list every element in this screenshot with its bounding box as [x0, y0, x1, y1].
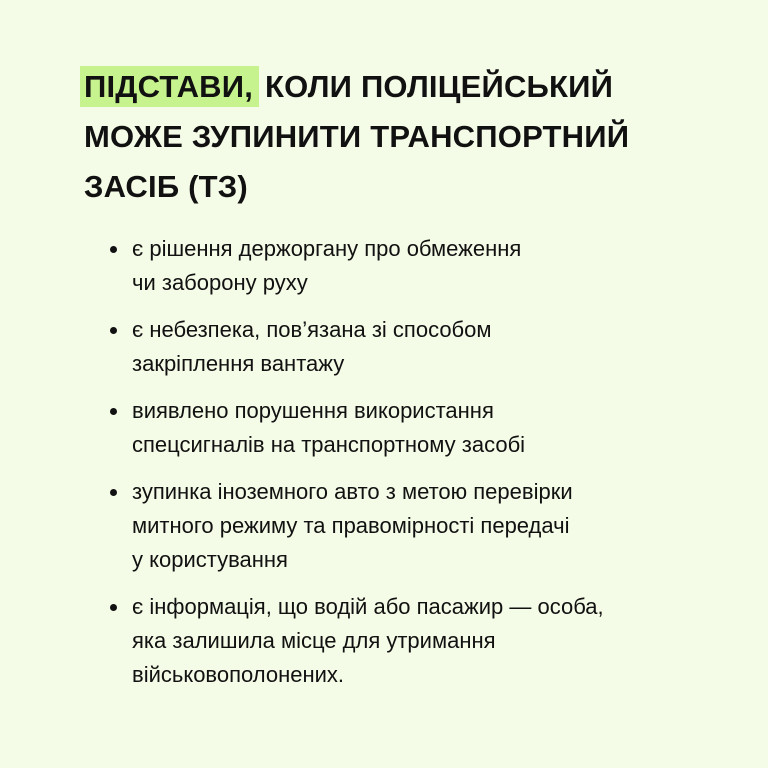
grounds-list	[106, 232, 726, 705]
list-item-text: є інформація, що водій або пасажир — особа,	[132, 594, 604, 619]
list-item-text: чи заборону руху	[132, 270, 308, 295]
bullet-icon	[110, 327, 117, 334]
list-item	[106, 394, 726, 462]
list-item-text: виявлено порушення використання	[132, 398, 494, 423]
list-item-text: митного режиму та правомірності передачі	[132, 513, 570, 538]
list-item-text: спецсигналів на транспортному засобі	[132, 432, 526, 457]
list-item	[106, 232, 726, 300]
list-item-text: є небезпека, пов’язана зі способом	[132, 317, 492, 342]
list-item-text: є рішення держоргану про обмеження	[132, 236, 522, 261]
title-line-1-rest: КОЛИ ПОЛІЦЕЙСЬКИЙ	[265, 69, 614, 104]
list-item-text: закріплення вантажу	[132, 351, 345, 376]
list-item-text: яка залишила місце для утримання	[132, 628, 496, 653]
page-title	[84, 62, 724, 212]
bullet-icon	[110, 489, 117, 496]
title-line-1	[84, 62, 724, 112]
title-line-3: ЗАСІБ (ТЗ)	[84, 169, 248, 204]
list-item-text: військовополонених.	[132, 662, 345, 687]
title-highlight: ПІДСТАВИ,	[80, 66, 259, 107]
list-item	[106, 313, 726, 381]
list-item-text: у користування	[132, 547, 288, 572]
list-item	[106, 590, 726, 692]
title-line-2: МОЖЕ ЗУПИНИТИ ТРАНСПОРТНИЙ	[84, 119, 630, 154]
bullet-icon	[110, 408, 117, 415]
bullet-icon	[110, 604, 117, 611]
list-item	[106, 475, 726, 577]
bullet-icon	[110, 246, 117, 253]
list-item-text: зупинка іноземного авто з метою перевірки	[132, 479, 573, 504]
